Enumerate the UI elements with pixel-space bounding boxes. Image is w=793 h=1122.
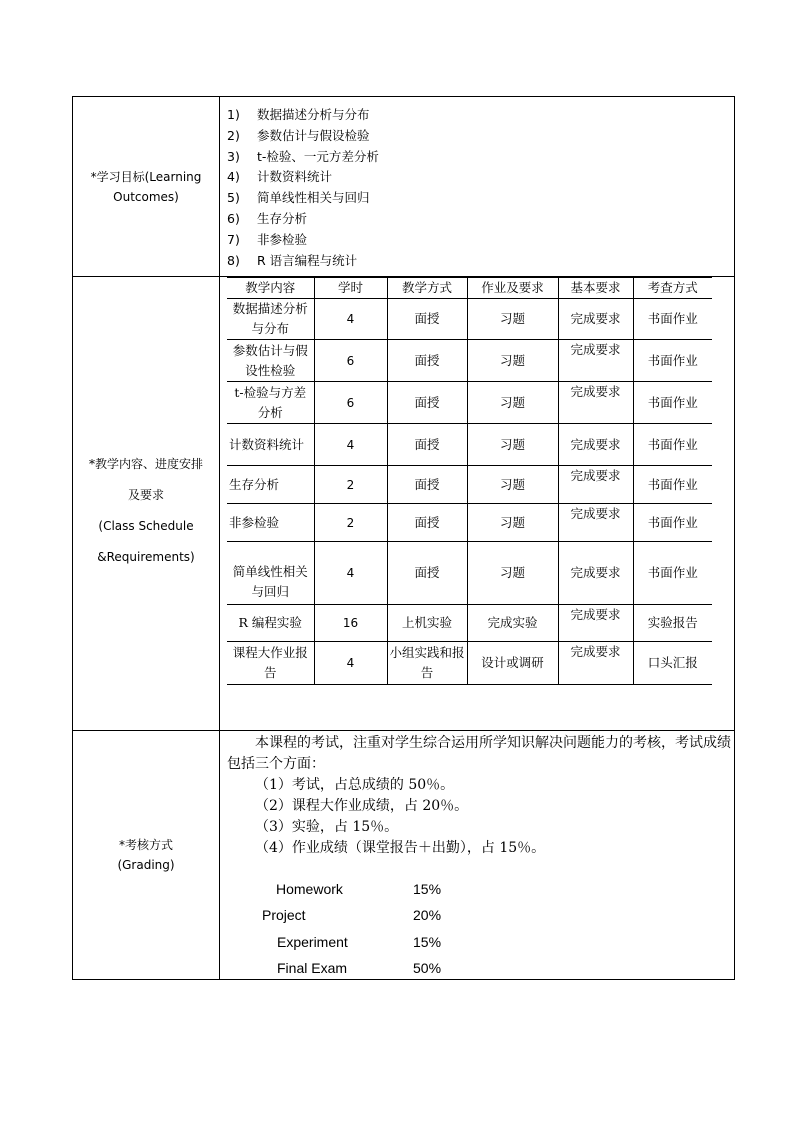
cell-method: 面授	[387, 424, 467, 466]
grading-intro: 本课程的考试，注重对学生综合运用所学知识解决问题能力的考核，考试成绩包括三个方面：	[227, 735, 731, 772]
grading-part: （4）作业成绩（课堂报告＋出勤），占 15％。	[255, 840, 546, 856]
cell-content: 参数估计与假设性检验	[227, 340, 314, 382]
cell-hours: 2	[314, 466, 387, 504]
cell-content: t-检验与方差分析	[227, 382, 314, 424]
item-number: 3)	[227, 148, 240, 164]
item-text: 生存分析	[257, 210, 308, 226]
cell-content: 数据描述分析与分布	[227, 299, 314, 340]
cell-method: 小组实践和报告	[387, 642, 467, 685]
list-item	[227, 105, 379, 126]
list-item	[227, 147, 379, 168]
cell-content: 非参检验	[227, 504, 314, 542]
cell-content: R 编程实验	[227, 605, 314, 642]
cell-hours: 4	[314, 424, 387, 466]
cell-assess: 书面作业	[633, 424, 712, 466]
column-header: 教学内容	[227, 278, 314, 299]
table-row	[227, 340, 712, 382]
grading-part: （1）考试，占总成绩的 50％。	[255, 777, 455, 793]
item-text: 计数资料统计	[257, 169, 333, 185]
row-divider-2	[73, 730, 734, 731]
label-line: (Class Schedule	[98, 519, 194, 533]
cell-content: 课程大作业报告	[227, 642, 314, 685]
cell-basic: 完成要求	[558, 605, 633, 642]
cell-basic: 完成要求	[558, 424, 633, 466]
cell-basic: 完成要求	[558, 504, 633, 542]
grading-part: （2）课程大作业成绩，占 20％。	[255, 798, 469, 814]
list-item	[227, 230, 379, 251]
item-number: 8)	[227, 252, 240, 268]
cell-content: 计数资料统计	[227, 424, 314, 466]
cell-assess: 书面作业	[633, 542, 712, 605]
list-item	[227, 188, 379, 209]
column-header: 教学方式	[387, 278, 467, 299]
cell-assess: 书面作业	[633, 299, 712, 340]
cell-assess: 书面作业	[633, 340, 712, 382]
item-text: t-检验、一元方差分析	[257, 148, 379, 164]
grading-description	[227, 733, 732, 859]
table-row	[227, 605, 712, 642]
weight-name: Experiment	[277, 934, 348, 950]
learning-outcomes-list	[227, 105, 379, 271]
cell-method: 面授	[387, 542, 467, 605]
cell-hours: 4	[314, 299, 387, 340]
cell-assess: 书面作业	[633, 382, 712, 424]
table-header-row	[227, 278, 712, 299]
weight-value: 15%	[413, 934, 442, 950]
list-item	[227, 126, 379, 147]
table-row	[227, 542, 712, 605]
list-item	[227, 251, 379, 272]
cell-assess: 书面作业	[633, 466, 712, 504]
table-row	[227, 299, 712, 340]
item-text: 参数估计与假设检验	[257, 127, 370, 143]
table-row	[227, 504, 712, 542]
cell-homework: 习题	[467, 466, 558, 504]
table-row	[227, 424, 712, 466]
cell-homework: 完成实验	[467, 605, 558, 642]
weight-name: Project	[262, 907, 306, 923]
label-line: *考核方式	[118, 838, 173, 852]
schedule-table	[227, 277, 712, 685]
weight-name: Homework	[276, 881, 343, 897]
item-text: 简单线性相关与回归	[257, 190, 370, 206]
column-header: 作业及要求	[467, 278, 558, 299]
item-number: 2)	[227, 127, 240, 143]
cell-basic: 完成要求	[558, 466, 633, 504]
cell-homework: 习题	[467, 424, 558, 466]
column-header: 基本要求	[558, 278, 633, 299]
weight-value: 15%	[413, 881, 442, 897]
item-number: 6)	[227, 210, 240, 226]
label-line: 及要求	[127, 488, 164, 502]
schedule-label	[73, 449, 219, 573]
cell-hours: 16	[314, 605, 387, 642]
label-line: *教学内容、进度安排	[88, 457, 203, 471]
cell-hours: 6	[314, 340, 387, 382]
label-line: &Requirements)	[97, 550, 195, 564]
cell-basic: 完成要求	[558, 542, 633, 605]
cell-homework: 习题	[467, 382, 558, 424]
item-number: 1)	[227, 107, 240, 122]
item-number: 5)	[227, 190, 240, 206]
table-row	[227, 642, 712, 685]
cell-homework: 习题	[467, 299, 558, 340]
cell-hours: 2	[314, 504, 387, 542]
label-line: (Grading)	[117, 858, 175, 872]
list-item	[227, 209, 379, 230]
course-info-table	[72, 96, 735, 980]
cell-method: 上机实验	[387, 605, 467, 642]
cell-basic: 完成要求	[558, 340, 633, 382]
cell-hours: 4	[314, 642, 387, 685]
column-header: 考查方式	[633, 278, 712, 299]
label-line: *学习目标(Learning	[90, 170, 202, 184]
weight-value: 20%	[413, 907, 442, 923]
cell-hours: 6	[314, 382, 387, 424]
grading-label	[73, 835, 219, 875]
cell-homework: 习题	[467, 340, 558, 382]
cell-method: 面授	[387, 382, 467, 424]
item-text: R 语言编程与统计	[257, 252, 358, 268]
cell-homework: 设计或调研	[467, 642, 558, 685]
cell-method: 面授	[387, 466, 467, 504]
cell-assess: 书面作业	[633, 504, 712, 542]
cell-content: 简单线性相关与回归	[227, 542, 314, 605]
column-header: 学时	[314, 278, 387, 299]
item-text: 数据描述分析与分布	[257, 107, 370, 122]
item-number: 7)	[227, 231, 240, 247]
cell-basic: 完成要求	[558, 642, 633, 685]
item-number: 4)	[227, 169, 240, 185]
weight-value: 50%	[413, 960, 442, 976]
column-divider	[219, 97, 220, 979]
item-text: 非参检验	[257, 231, 308, 247]
cell-method: 面授	[387, 299, 467, 340]
weight-name: Final Exam	[277, 960, 348, 976]
table-row	[227, 382, 712, 424]
table-row	[227, 466, 712, 504]
cell-homework: 习题	[467, 542, 558, 605]
cell-homework: 习题	[467, 504, 558, 542]
learning-outcomes-label	[73, 167, 219, 207]
cell-basic: 完成要求	[558, 382, 633, 424]
cell-assess: 实验报告	[633, 605, 712, 642]
cell-content: 生存分析	[227, 466, 314, 504]
grading-part: （3）实验，占 15％。	[255, 819, 399, 835]
cell-hours: 4	[314, 542, 387, 605]
cell-assess: 口头汇报	[633, 642, 712, 685]
cell-basic: 完成要求	[558, 299, 633, 340]
label-line: Outcomes)	[113, 190, 179, 204]
cell-method: 面授	[387, 340, 467, 382]
list-item	[227, 167, 379, 188]
cell-method: 面授	[387, 504, 467, 542]
